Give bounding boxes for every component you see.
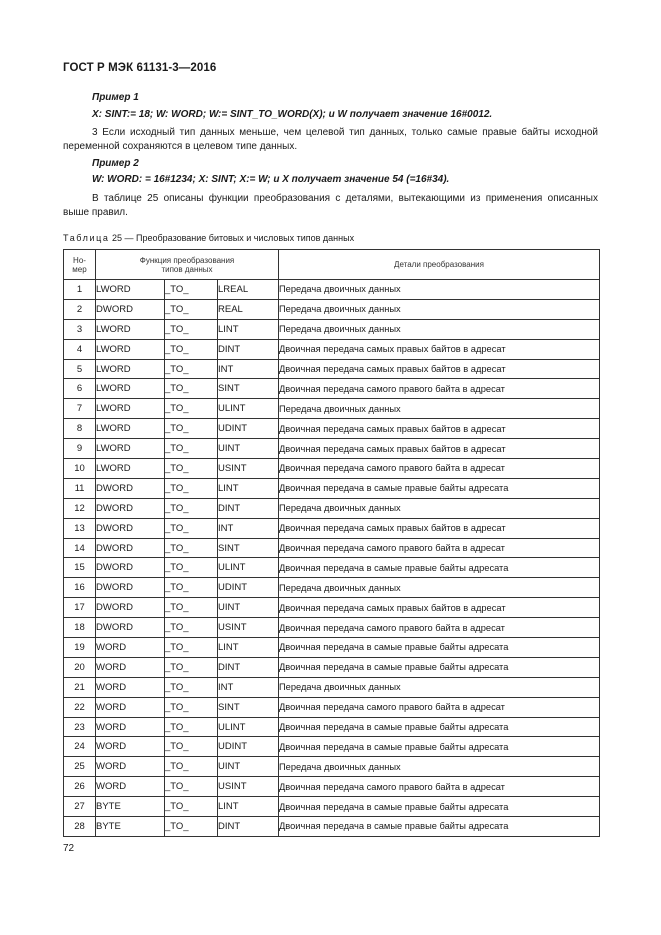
conversion-operator: _TO_ xyxy=(165,339,218,359)
conversion-detail: Двоичная передача в самые правые байты адресата xyxy=(279,797,600,817)
conversion-detail: Двоичная передача самого правого байта в адресат xyxy=(279,777,600,797)
conversion-detail: Двоичная передача самых правых байтов в адресат xyxy=(279,598,600,618)
target-type: USINT xyxy=(218,459,279,479)
table-row xyxy=(64,518,600,538)
conversion-operator: _TO_ xyxy=(165,399,218,419)
row-number: 18 xyxy=(64,618,96,638)
row-number: 27 xyxy=(64,797,96,817)
header-number: Но- мер xyxy=(64,250,96,280)
source-type: DWORD xyxy=(96,538,165,558)
source-type: DWORD xyxy=(96,299,165,319)
table-row xyxy=(64,638,600,658)
conversion-detail: Передача двоичных данных xyxy=(279,578,600,598)
conversion-detail: Двоичная передача самых правых байтов в адресат xyxy=(279,359,600,379)
row-number: 28 xyxy=(64,817,96,837)
source-type: DWORD xyxy=(96,578,165,598)
conversion-detail: Передача двоичных данных xyxy=(279,299,600,319)
table-row xyxy=(64,299,600,319)
table-row xyxy=(64,339,600,359)
conversion-detail: Двоичная передача самых правых байтов в адресат xyxy=(279,339,600,359)
conversion-operator: _TO_ xyxy=(165,598,218,618)
row-number: 10 xyxy=(64,459,96,479)
conversion-operator: _TO_ xyxy=(165,737,218,757)
target-type: DINT xyxy=(218,339,279,359)
row-number: 5 xyxy=(64,359,96,379)
conversion-operator: _TO_ xyxy=(165,498,218,518)
target-type: ULINT xyxy=(218,399,279,419)
row-number: 8 xyxy=(64,419,96,439)
source-type: DWORD xyxy=(96,498,165,518)
conversion-detail: Двоичная передача самого правого байта в адресат xyxy=(279,538,600,558)
header-function: Функция преобразования типов данных xyxy=(96,250,279,280)
source-type: WORD xyxy=(96,757,165,777)
row-number: 22 xyxy=(64,697,96,717)
row-number: 6 xyxy=(64,379,96,399)
example-2-code: W: WORD: = 16#1234; X: SINT; X:= W; и X получает значение 54 (=16#34). xyxy=(92,174,450,185)
conversion-operator: _TO_ xyxy=(165,538,218,558)
conversion-operator: _TO_ xyxy=(165,558,218,578)
row-number: 26 xyxy=(64,777,96,797)
target-type: ULINT xyxy=(218,717,279,737)
conversion-detail: Передача двоичных данных xyxy=(279,280,600,300)
conversion-detail: Передача двоичных данных xyxy=(279,399,600,419)
source-type: LWORD xyxy=(96,319,165,339)
table-row xyxy=(64,459,600,479)
conversion-detail: Двоичная передача самых правых байтов в адресат xyxy=(279,419,600,439)
source-type: BYTE xyxy=(96,797,165,817)
table-row xyxy=(64,419,600,439)
source-type: LWORD xyxy=(96,439,165,459)
table-row xyxy=(64,677,600,697)
table-row xyxy=(64,319,600,339)
row-number: 3 xyxy=(64,319,96,339)
conversion-operator: _TO_ xyxy=(165,717,218,737)
row-number: 4 xyxy=(64,339,96,359)
row-number: 13 xyxy=(64,518,96,538)
table-row xyxy=(64,558,600,578)
source-type: DWORD xyxy=(96,598,165,618)
table-row xyxy=(64,598,600,618)
conversion-operator: _TO_ xyxy=(165,657,218,677)
row-number: 23 xyxy=(64,717,96,737)
source-type: LWORD xyxy=(96,419,165,439)
conversion-operator: _TO_ xyxy=(165,439,218,459)
conversion-operator: _TO_ xyxy=(165,299,218,319)
source-type: WORD xyxy=(96,657,165,677)
row-number: 20 xyxy=(64,657,96,677)
source-type: DWORD xyxy=(96,478,165,498)
conversion-detail: Передача двоичных данных xyxy=(279,498,600,518)
target-type: INT xyxy=(218,518,279,538)
target-type: DINT xyxy=(218,498,279,518)
row-number: 24 xyxy=(64,737,96,757)
row-number: 16 xyxy=(64,578,96,598)
conversion-detail: Передача двоичных данных xyxy=(279,757,600,777)
page-number: 72 xyxy=(63,843,75,854)
conversion-operator: _TO_ xyxy=(165,757,218,777)
conversion-detail: Двоичная передача в самые правые байты адресата xyxy=(279,478,600,498)
table-row xyxy=(64,478,600,498)
header-details: Детали преобразования xyxy=(279,250,600,280)
row-number: 14 xyxy=(64,538,96,558)
conversion-operator: _TO_ xyxy=(165,777,218,797)
row-number: 17 xyxy=(64,598,96,618)
conversion-operator: _TO_ xyxy=(165,578,218,598)
source-type: LWORD xyxy=(96,359,165,379)
target-type: UDINT xyxy=(218,578,279,598)
table-row xyxy=(64,498,600,518)
source-type: WORD xyxy=(96,697,165,717)
conversion-operator: _TO_ xyxy=(165,280,218,300)
conversion-detail: Двоичная передача в самые правые байты адресата xyxy=(279,737,600,757)
conversion-operator: _TO_ xyxy=(165,379,218,399)
table-row xyxy=(64,657,600,677)
conversion-operator: _TO_ xyxy=(165,677,218,697)
source-type: WORD xyxy=(96,717,165,737)
row-number: 21 xyxy=(64,677,96,697)
row-number: 15 xyxy=(64,558,96,578)
table-row xyxy=(64,717,600,737)
conversion-detail: Двоичная передача в самые правые байты адресата xyxy=(279,657,600,677)
conversion-detail: Двоичная передача в самые правые байты адресата xyxy=(279,558,600,578)
source-type: DWORD xyxy=(96,558,165,578)
target-type: REAL xyxy=(218,299,279,319)
row-number: 9 xyxy=(64,439,96,459)
table-row xyxy=(64,797,600,817)
conversion-operator: _TO_ xyxy=(165,638,218,658)
conversion-detail: Двоичная передача самого правого байта в адресат xyxy=(279,697,600,717)
conversion-operator: _TO_ xyxy=(165,419,218,439)
conversion-detail: Двоичная передача самых правых байтов в адресат xyxy=(279,518,600,538)
row-number: 7 xyxy=(64,399,96,419)
target-type: SINT xyxy=(218,379,279,399)
conversion-operator: _TO_ xyxy=(165,697,218,717)
paragraph-table-intro: В таблице 25 описаны функции преобразования с деталями, вытекающими из применения описанных выше правил. xyxy=(63,193,598,218)
conversion-detail: Передача двоичных данных xyxy=(279,319,600,339)
conversion-operator: _TO_ xyxy=(165,518,218,538)
target-type: SINT xyxy=(218,538,279,558)
conversion-detail: Двоичная передача в самые правые байты адресата xyxy=(279,817,600,837)
row-number: 2 xyxy=(64,299,96,319)
conversion-operator: _TO_ xyxy=(165,618,218,638)
example-1-title: Пример 1 xyxy=(92,92,139,103)
target-type: UINT xyxy=(218,439,279,459)
source-type: LWORD xyxy=(96,399,165,419)
table-caption-label: Таблица xyxy=(63,233,110,243)
table-body xyxy=(64,280,600,837)
table-row xyxy=(64,439,600,459)
table-row xyxy=(64,379,600,399)
table-caption xyxy=(63,233,354,243)
table-row xyxy=(64,817,600,837)
source-type: DWORD xyxy=(96,618,165,638)
conversion-operator: _TO_ xyxy=(165,319,218,339)
example-1-code: X: SINT:= 18; W: WORD; W:= SINT_TO_WORD(X); и W получает значение 16#0012. xyxy=(92,109,493,120)
conversion-operator: _TO_ xyxy=(165,817,218,837)
target-type: UINT xyxy=(218,757,279,777)
conversion-detail: Двоичная передача самого правого байта в адресат xyxy=(279,618,600,638)
table-row xyxy=(64,399,600,419)
source-type: LWORD xyxy=(96,280,165,300)
table-row xyxy=(64,737,600,757)
conversion-detail: Передача двоичных данных xyxy=(279,677,600,697)
target-type: DINT xyxy=(218,657,279,677)
target-type: INT xyxy=(218,359,279,379)
target-type: UDINT xyxy=(218,737,279,757)
conversion-operator: _TO_ xyxy=(165,478,218,498)
target-type: UINT xyxy=(218,598,279,618)
target-type: USINT xyxy=(218,618,279,638)
target-type: LINT xyxy=(218,478,279,498)
table-row xyxy=(64,538,600,558)
source-type: LWORD xyxy=(96,339,165,359)
table-row xyxy=(64,697,600,717)
table-header-row xyxy=(64,250,600,280)
source-type: LWORD xyxy=(96,379,165,399)
target-type: DINT xyxy=(218,817,279,837)
target-type: SINT xyxy=(218,697,279,717)
row-number: 1 xyxy=(64,280,96,300)
paragraph-3: 3 Если исходный тип данных меньше, чем целевой тип данных, только самые правые байты исходной переменной сохраняются в целевом типе данных. xyxy=(63,127,598,152)
source-type: WORD xyxy=(96,677,165,697)
row-number: 25 xyxy=(64,757,96,777)
conversion-detail: Двоичная передача самого правого байта в адресат xyxy=(279,379,600,399)
source-type: WORD xyxy=(96,638,165,658)
row-number: 11 xyxy=(64,478,96,498)
target-type: USINT xyxy=(218,777,279,797)
target-type: LREAL xyxy=(218,280,279,300)
source-type: LWORD xyxy=(96,459,165,479)
row-number: 19 xyxy=(64,638,96,658)
document-header: ГОСТ Р МЭК 61131-3—2016 xyxy=(63,62,217,74)
conversion-operator: _TO_ xyxy=(165,797,218,817)
target-type: INT xyxy=(218,677,279,697)
conversion-detail: Двоичная передача в самые правые байты адресата xyxy=(279,717,600,737)
conversion-table xyxy=(63,249,600,837)
table-row xyxy=(64,578,600,598)
conversion-detail: Двоичная передача самого правого байта в адресат xyxy=(279,459,600,479)
row-number: 12 xyxy=(64,498,96,518)
table-row xyxy=(64,618,600,638)
target-type: ULINT xyxy=(218,558,279,578)
table-row xyxy=(64,359,600,379)
example-2-title: Пример 2 xyxy=(92,158,139,169)
conversion-detail: Двоичная передача самых правых байтов в адресат xyxy=(279,439,600,459)
table-row xyxy=(64,280,600,300)
source-type: DWORD xyxy=(96,518,165,538)
conversion-operator: _TO_ xyxy=(165,459,218,479)
target-type: LINT xyxy=(218,797,279,817)
conversion-operator: _TO_ xyxy=(165,359,218,379)
target-type: UDINT xyxy=(218,419,279,439)
source-type: WORD xyxy=(96,737,165,757)
table-row xyxy=(64,757,600,777)
target-type: LINT xyxy=(218,319,279,339)
source-type: WORD xyxy=(96,777,165,797)
target-type: LINT xyxy=(218,638,279,658)
source-type: BYTE xyxy=(96,817,165,837)
conversion-detail: Двоичная передача в самые правые байты адресата xyxy=(279,638,600,658)
table-row xyxy=(64,777,600,797)
table-caption-text: 25 — Преобразование битовых и числовых типов данных xyxy=(112,233,355,243)
